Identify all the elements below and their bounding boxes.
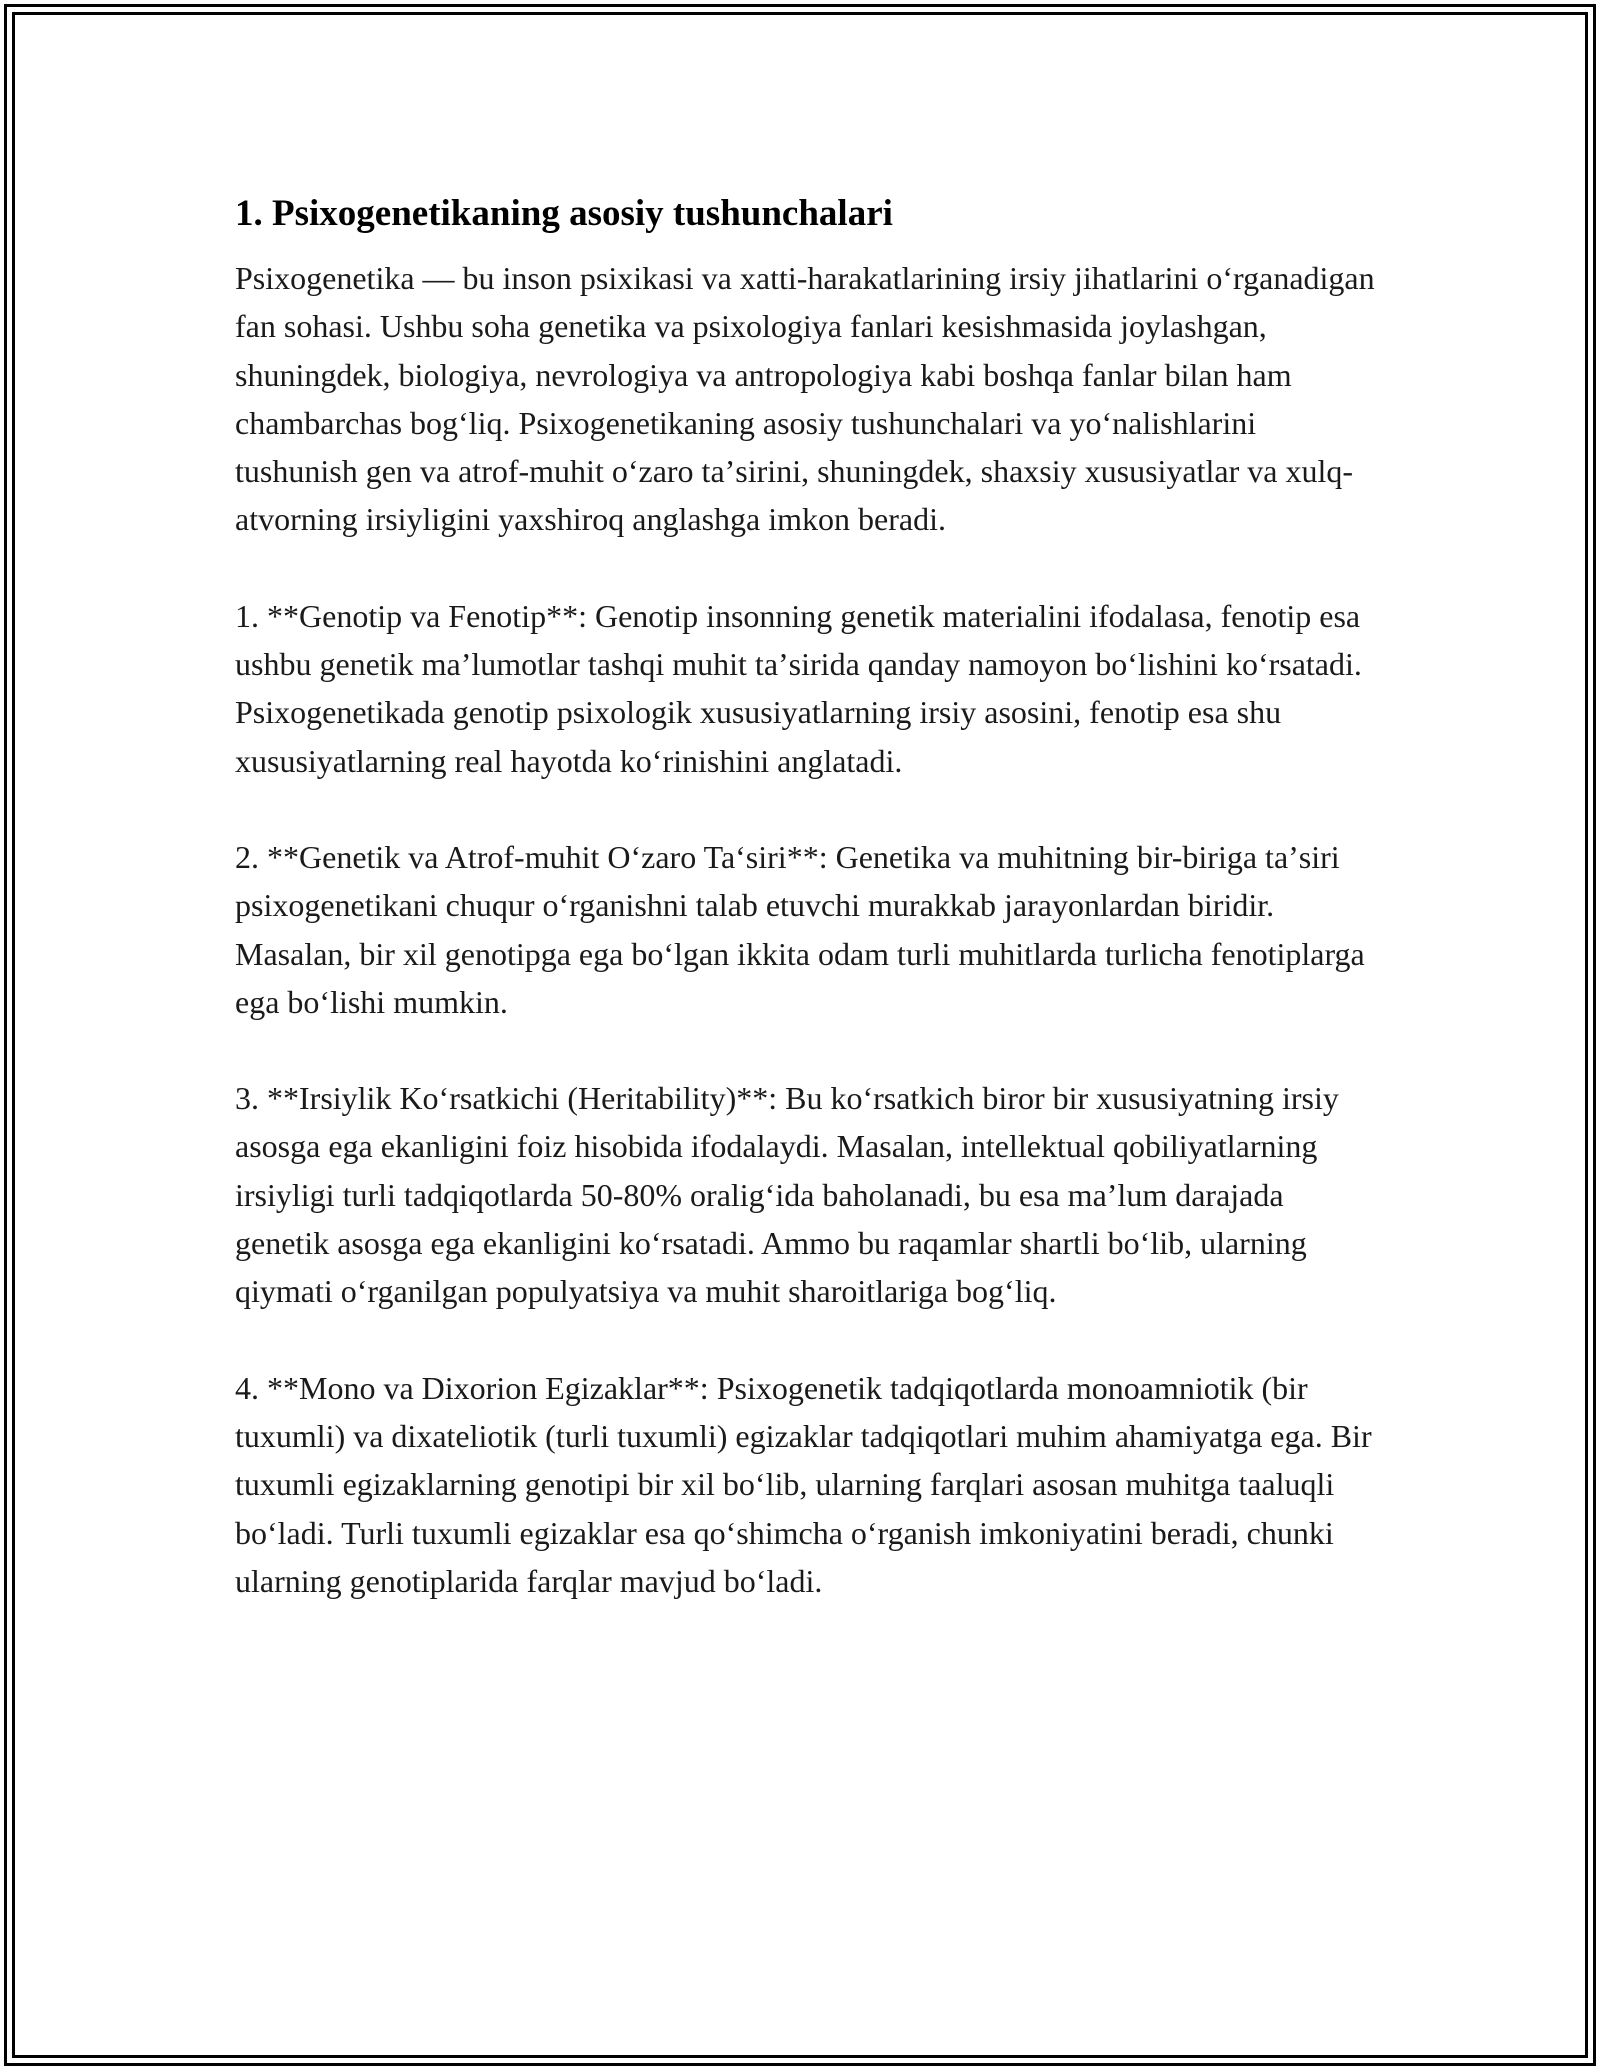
section-heading: 1. Psixogenetikaning asosiy tushunchalari <box>235 193 893 234</box>
paragraph-genotype-phenotype: 1. **Genotip va Fenotip**: Genotip insonning genetik materialini ifodalasa, fenotip esa ushbu genetik maʼlumotlar tashqi muhit taʼsirida qanday namoyon boʻlishini koʻrsatadi. Psixogenetikada genotip psixologik xususiyatlarning irsiy asosini, fenotip esa shu xususiyatlarning real hayotda koʻrinishini anglatadi. <box>235 597 1362 779</box>
intro-paragraph: Psixogenetika — bu inson psixikasi va xatti-harakatlarining irsiy jihatlarini oʻrganadigan fan sohasi. Ushbu soha genetika va psixologiya fanlari kesishmasida joylashgan, shuningdek, biologiya, nevrologiya va antropologiya kabi boshqa fanlar bilan ham chambarchas bogʻliq. Psixogenetikaning asosiy tushunchalari va yoʻnalishlarini tushunish gen va atrof-muhit oʻzaro taʼsirini, shuningdek, shaxsiy xususiyatlar va xulq-atvorning irsiyligini yaxshiroq anglashga imkon beradi. <box>235 260 1375 538</box>
document-page <box>235 188 1375 1605</box>
paragraph-heritability: 3. **Irsiylik Koʻrsatkichi (Heritability)**: Bu koʻrsatkich biror bir xususiyatning irsiy asosga ega ekanligini foiz hisobida ifodalaydi. Masalan, intellektual qobiliyatlarning irsiyligi turli tadqiqotlarda 50-80% oraligʻida baholanadi, bu esa maʼlum darajada genetik asosga ega ekanligini koʻrsatadi. Ammo bu raqamlar shartli boʻlib, ularning qiymati oʻrganilgan populyatsiya va muhit sharoitlariga bogʻliq. <box>235 1080 1339 1310</box>
paragraph-gene-environment: 2. **Genetik va Atrof-muhit Oʻzaro Taʻsiri**: Genetika va muhitning bir-biriga taʼsiri psixogenetikani chuqur oʻrganishni talab etuvchi murakkab jarayonlardan biridir. Masalan, bir xil genotipga ega boʻlgan ikkita odam turli muhitlarda turlicha fenotiplarga ega boʻlishi mumkin. <box>235 838 1365 1020</box>
paragraph-twins: 4. **Mono va Dixorion Egizaklar**: Psixogenetik tadqiqotlarda monoamniotik (bir tuxumli) va dixateliotik (turli tuxumli) egizaklar tadqiqotlari muhim ahamiyatga ega. Bir tuxumli egizaklarning genotipi bir xil boʻlib, ularning farqlari asosan muhitga taaluqli boʻladi. Turli tuxumli egizaklar esa qoʻshimcha oʻrganish imkoniyatini beradi, chunki ularning genotiplarida farqlar mavjud boʻladi. <box>235 1369 1372 1599</box>
